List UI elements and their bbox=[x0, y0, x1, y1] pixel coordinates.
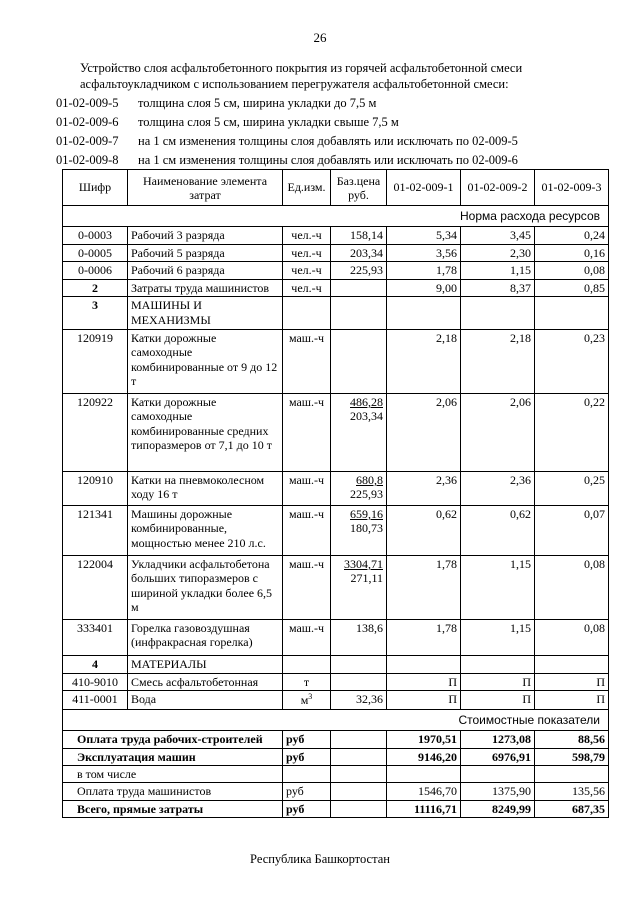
cell-value-2: 1,15 bbox=[461, 555, 535, 619]
cell-value-2: 1,15 bbox=[461, 619, 535, 655]
section-code: 3 bbox=[63, 296, 128, 329]
table-row bbox=[63, 619, 609, 655]
header-col-3: 01-02-009-3 bbox=[535, 170, 609, 206]
summary-value-3: 135,56 bbox=[535, 783, 609, 800]
section-code: 4 bbox=[63, 655, 128, 673]
cell-name: Катки на пневмоколесном ходу 16 т bbox=[128, 471, 283, 505]
summary-row bbox=[63, 731, 609, 748]
cell-code: 333401 bbox=[63, 619, 128, 655]
cell-unit: чел.-ч bbox=[283, 244, 331, 261]
price-bottom: 203,34 bbox=[350, 409, 383, 424]
cell-value-3: 0,23 bbox=[535, 329, 609, 393]
cell-price bbox=[331, 279, 387, 296]
summary-value-3: 88,56 bbox=[535, 731, 609, 748]
cell-value-3: 0,07 bbox=[535, 505, 609, 555]
cell-code: 0-0006 bbox=[63, 262, 128, 279]
cell-value-1: 2,06 bbox=[387, 393, 461, 471]
cell-price: 225,93 bbox=[331, 262, 387, 279]
table-row bbox=[63, 555, 609, 619]
cell-value-1: 2,36 bbox=[387, 471, 461, 505]
summary-label: Оплата труда рабочих-строителей bbox=[63, 731, 283, 748]
code-id: 01-02-009-5 bbox=[56, 96, 119, 110]
cell-code: 120910 bbox=[63, 471, 128, 505]
header-price: Баз.цена руб. bbox=[331, 170, 387, 206]
code-description: толщина слоя 5 см, ширина укладки до 7,5 м bbox=[138, 96, 377, 110]
code-id: 01-02-009-8 bbox=[56, 153, 119, 167]
cell-value-1: 5,34 bbox=[387, 227, 461, 244]
cell-unit: т bbox=[283, 673, 331, 690]
band-norm-label: Норма расхода ресурсов bbox=[63, 206, 609, 227]
cell-value-1: 9,00 bbox=[387, 279, 461, 296]
summary-value-2: 8249,99 bbox=[461, 800, 535, 817]
cell-price bbox=[331, 329, 387, 393]
summary-unit: руб bbox=[283, 783, 331, 800]
price-top: 486,28 bbox=[350, 394, 383, 409]
section-title: МАШИНЫ И МЕХАНИЗМЫ bbox=[128, 296, 283, 329]
cell-value-3: 0,22 bbox=[535, 393, 609, 471]
cell-unit: маш.-ч bbox=[283, 619, 331, 655]
summary-label: Оплата труда машинистов bbox=[63, 783, 283, 800]
cell-code: 2 bbox=[63, 279, 128, 296]
unit-superscript: 3 bbox=[308, 692, 313, 702]
cell-name: Смесь асфальтобетонная bbox=[128, 673, 283, 690]
cell-code: 411-0001 bbox=[63, 691, 128, 709]
band-row bbox=[63, 709, 609, 730]
table-row bbox=[63, 329, 609, 393]
cell-value-2: 0,62 bbox=[461, 505, 535, 555]
cell-code: 121341 bbox=[63, 505, 128, 555]
intro-line: Устройство слоя асфальтобетонного покрытия из горячей асфальтобетонной смеси bbox=[80, 61, 523, 75]
cell-code: 120922 bbox=[63, 393, 128, 471]
cell-value-2: 2,06 bbox=[461, 393, 535, 471]
cell-unit bbox=[283, 691, 331, 709]
summary-unit: руб bbox=[283, 748, 331, 765]
table-header-row bbox=[63, 170, 609, 206]
summary-value-2: 1375,90 bbox=[461, 783, 535, 800]
cell-value-1: 0,62 bbox=[387, 505, 461, 555]
band-row bbox=[63, 206, 609, 227]
cell-value-1: 1,78 bbox=[387, 262, 461, 279]
header-code: Шифр bbox=[63, 170, 128, 206]
cell-value-1: 1,78 bbox=[387, 619, 461, 655]
table-row bbox=[63, 244, 609, 261]
header-col-2: 01-02-009-2 bbox=[461, 170, 535, 206]
table-row bbox=[63, 262, 609, 279]
cell-price bbox=[331, 471, 387, 505]
cell-name: Рабочий 5 разряда bbox=[128, 244, 283, 261]
code-id: 01-02-009-6 bbox=[56, 115, 119, 129]
summary-label: в том числе bbox=[63, 765, 283, 782]
summary-value-1: 11116,71 bbox=[387, 800, 461, 817]
code-list bbox=[56, 94, 616, 170]
resource-table bbox=[62, 169, 609, 818]
cell-value-3: П bbox=[535, 673, 609, 690]
cell-value-2: П bbox=[461, 673, 535, 690]
cell-value-3: 0,08 bbox=[535, 619, 609, 655]
section-title: МАТЕРИАЛЫ bbox=[128, 655, 283, 673]
cell-value-3: П bbox=[535, 691, 609, 709]
header-name: Наименование элемента затрат bbox=[128, 170, 283, 206]
cell-unit: чел.-ч bbox=[283, 279, 331, 296]
cell-name: Рабочий 3 разряда bbox=[128, 227, 283, 244]
summary-row bbox=[63, 800, 609, 817]
code-row bbox=[56, 94, 616, 113]
section-row-machines bbox=[63, 296, 609, 329]
code-row bbox=[56, 151, 616, 170]
cell-unit: маш.-ч bbox=[283, 505, 331, 555]
cell-name: Катки дорожные самоходные комбинированные средних типоразмеров от 7,1 до 10 т bbox=[128, 393, 283, 471]
cell-value-3: 0,85 bbox=[535, 279, 609, 296]
table-row bbox=[63, 227, 609, 244]
summary-value-1: 1546,70 bbox=[387, 783, 461, 800]
summary-row bbox=[63, 765, 609, 782]
cell-value-2: 8,37 bbox=[461, 279, 535, 296]
unit-text: м bbox=[300, 693, 309, 708]
cell-price bbox=[331, 393, 387, 471]
cell-name: Вода bbox=[128, 691, 283, 709]
cell-unit: маш.-ч bbox=[283, 471, 331, 505]
price-bottom: 271,11 bbox=[350, 571, 383, 586]
price-bottom: 225,93 bbox=[350, 487, 383, 502]
cell-price: 138,6 bbox=[331, 619, 387, 655]
summary-value-1: 1970,51 bbox=[387, 731, 461, 748]
cell-name: Затраты труда машинистов bbox=[128, 279, 283, 296]
cell-value-2: П bbox=[461, 691, 535, 709]
cell-code: 122004 bbox=[63, 555, 128, 619]
summary-value-2: 1273,08 bbox=[461, 731, 535, 748]
cell-code: 0-0003 bbox=[63, 227, 128, 244]
summary-label: Эксплуатация машин bbox=[63, 748, 283, 765]
cell-value-1: 3,56 bbox=[387, 244, 461, 261]
table-row bbox=[63, 505, 609, 555]
cell-value-2: 2,30 bbox=[461, 244, 535, 261]
code-description: на 1 см изменения толщины слоя добавлять или исключать по 02-009-6 bbox=[138, 153, 518, 167]
summary-row bbox=[63, 748, 609, 765]
cell-value-1: П bbox=[387, 691, 461, 709]
band-cost-label: Стоимостные показатели bbox=[63, 709, 609, 730]
cell-name: Машины дорожные комбинированные, мощностью менее 210 л.с. bbox=[128, 505, 283, 555]
cell-name: Рабочий 6 разряда bbox=[128, 262, 283, 279]
cell-value-2: 1,15 bbox=[461, 262, 535, 279]
cell-value-2: 3,45 bbox=[461, 227, 535, 244]
cell-value-1: 2,18 bbox=[387, 329, 461, 393]
cell-unit: маш.-ч bbox=[283, 555, 331, 619]
price-top: 3304,71 bbox=[344, 556, 383, 571]
cell-price bbox=[331, 555, 387, 619]
cell-price bbox=[331, 673, 387, 690]
cell-value-3: 0,24 bbox=[535, 227, 609, 244]
cell-value-1: 1,78 bbox=[387, 555, 461, 619]
header-unit: Ед.изм. bbox=[283, 170, 331, 206]
table-row bbox=[63, 471, 609, 505]
table-row bbox=[63, 393, 609, 471]
summary-value-2: 6976,91 bbox=[461, 748, 535, 765]
code-row bbox=[56, 113, 616, 132]
cell-price bbox=[331, 505, 387, 555]
code-description: толщина слоя 5 см, ширина укладки свыше 7,5 м bbox=[138, 115, 399, 129]
header-col-1: 01-02-009-1 bbox=[387, 170, 461, 206]
cell-unit: чел.-ч bbox=[283, 227, 331, 244]
summary-label: Всего, прямые затраты bbox=[63, 800, 283, 817]
cell-value-1: П bbox=[387, 673, 461, 690]
code-id: 01-02-009-7 bbox=[56, 134, 119, 148]
cell-unit: чел.-ч bbox=[283, 262, 331, 279]
price-top: 680,8 bbox=[356, 472, 383, 487]
page-number: 26 bbox=[313, 30, 327, 45]
footer-region: Республика Башкортостан bbox=[250, 852, 390, 866]
document-intro bbox=[80, 60, 600, 92]
cell-price: 158,14 bbox=[331, 227, 387, 244]
summary-value-1: 9146,20 bbox=[387, 748, 461, 765]
summary-row bbox=[63, 783, 609, 800]
cell-unit: маш.-ч bbox=[283, 329, 331, 393]
cell-code: 410-9010 bbox=[63, 673, 128, 690]
table-row bbox=[63, 673, 609, 690]
cell-value-3: 0,16 bbox=[535, 244, 609, 261]
code-row bbox=[56, 132, 616, 151]
table-row bbox=[63, 279, 609, 296]
cell-price: 203,34 bbox=[331, 244, 387, 261]
summary-unit: руб bbox=[283, 731, 331, 748]
cell-value-3: 0,08 bbox=[535, 262, 609, 279]
summary-unit: руб bbox=[283, 800, 331, 817]
cell-name: Катки дорожные самоходные комбинированные от 9 до 12 т bbox=[128, 329, 283, 393]
summary-value-3: 687,35 bbox=[535, 800, 609, 817]
price-bottom: 180,73 bbox=[350, 521, 383, 536]
cell-value-2: 2,36 bbox=[461, 471, 535, 505]
cell-unit: маш.-ч bbox=[283, 393, 331, 471]
cell-code: 0-0005 bbox=[63, 244, 128, 261]
cell-value-3: 0,25 bbox=[535, 471, 609, 505]
cell-code: 120919 bbox=[63, 329, 128, 393]
cell-name: Горелка газовоздушная (инфракрасная горелка) bbox=[128, 619, 283, 655]
price-top: 659,16 bbox=[350, 506, 383, 521]
cell-price: 32,36 bbox=[331, 691, 387, 709]
cell-value-2: 2,18 bbox=[461, 329, 535, 393]
cell-value-3: 0,08 bbox=[535, 555, 609, 619]
summary-value-3: 598,79 bbox=[535, 748, 609, 765]
section-row-materials bbox=[63, 655, 609, 673]
code-description: на 1 см изменения толщины слоя добавлять или исключать по 02-009-5 bbox=[138, 134, 518, 148]
table-row bbox=[63, 691, 609, 709]
intro-line: асфальтоукладчиком с использованием перегружателя асфальтобетонной смеси: bbox=[80, 77, 509, 91]
cell-name: Укладчики асфальтобетона больших типоразмеров с шириной укладки более 6,5 м bbox=[128, 555, 283, 619]
